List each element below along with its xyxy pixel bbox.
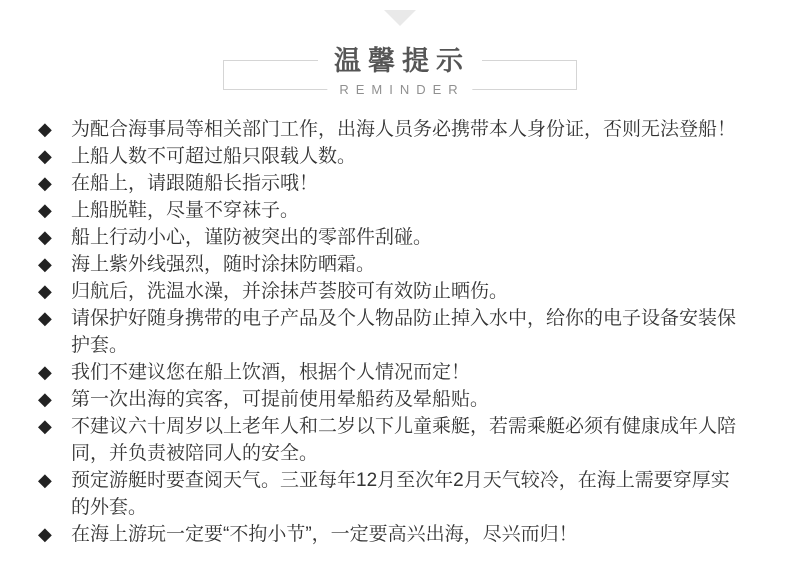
list-item: [38, 278, 800, 305]
reminder-header: [223, 46, 577, 97]
page-title: 温馨提示: [318, 44, 482, 78]
list-item: [38, 386, 800, 413]
list-item: [38, 521, 800, 548]
diamond-bullet-icon: ◆: [38, 389, 52, 409]
page-subtitle: REMINDER: [327, 81, 472, 99]
list-item: [38, 170, 800, 197]
notice-text: 为配合海事局等相关部门工作，出海人员务必携带本人身份证，否则无法登船！: [71, 119, 737, 140]
list-item: [38, 305, 800, 359]
list-item: [38, 143, 800, 170]
diamond-bullet-icon: ◆: [38, 524, 52, 544]
diamond-bullet-icon: ◆: [38, 119, 52, 139]
diamond-bullet-icon: ◆: [38, 227, 52, 247]
diamond-bullet-icon: ◆: [38, 200, 52, 220]
notice-text: 归航后，洗温水澡，并涂抹芦荟胶可有效防止晒伤。: [71, 281, 509, 302]
list-item: [38, 116, 800, 143]
notice-text: 船上行动小心，谨防被突出的零部件刮碰。: [71, 227, 433, 248]
diamond-bullet-icon: ◆: [38, 173, 52, 193]
notice-text: 在海上游玩一定要“不拘小节”，一定要高兴出海，尽兴而归！: [71, 524, 578, 545]
list-item: [38, 413, 800, 467]
list-item: [38, 224, 800, 251]
notice-text: 第一次出海的宾客，可提前使用晕船药及晕船贴。: [71, 389, 490, 410]
notice-text: 我们不建议您在船上饮酒，根据个人情况而定！: [71, 362, 471, 383]
notice-text: 请保护好随身携带的电子产品及个人物品防止掉入水中，给你的电子设备安装保护套。: [71, 308, 737, 356]
diamond-bullet-icon: ◆: [38, 146, 52, 166]
list-item: [38, 197, 800, 224]
notice-text: 上船人数不可超过船只限载人数。: [71, 146, 357, 167]
notice-text: 在船上，请跟随船长指示哦！: [71, 173, 319, 194]
list-item: [38, 359, 800, 386]
diamond-bullet-icon: ◆: [38, 362, 52, 382]
notice-text: 海上紫外线强烈，随时涂抹防晒霜。: [71, 254, 376, 275]
diamond-bullet-icon: ◆: [38, 308, 52, 328]
diamond-bullet-icon: ◆: [38, 254, 52, 274]
notice-text: 上船脱鞋，尽量不穿袜子。: [71, 200, 300, 221]
notice-text: 预定游艇时要查阅天气。三亚每年12月至次年2月天气较冷，在海上需要穿厚实的外套。: [71, 470, 730, 518]
diamond-bullet-icon: ◆: [38, 416, 52, 436]
diamond-bullet-icon: ◆: [38, 281, 52, 301]
notice-list: [38, 116, 800, 548]
notice-text: 不建议六十周岁以上老年人和二岁以下儿童乘艇，若需乘艇必须有健康成年人陪同，并负责被陪同人的安全。: [71, 416, 737, 464]
diamond-bullet-icon: ◆: [38, 470, 52, 490]
list-item: [38, 467, 800, 521]
list-item: [38, 251, 800, 278]
triangle-down-icon: [384, 10, 416, 26]
